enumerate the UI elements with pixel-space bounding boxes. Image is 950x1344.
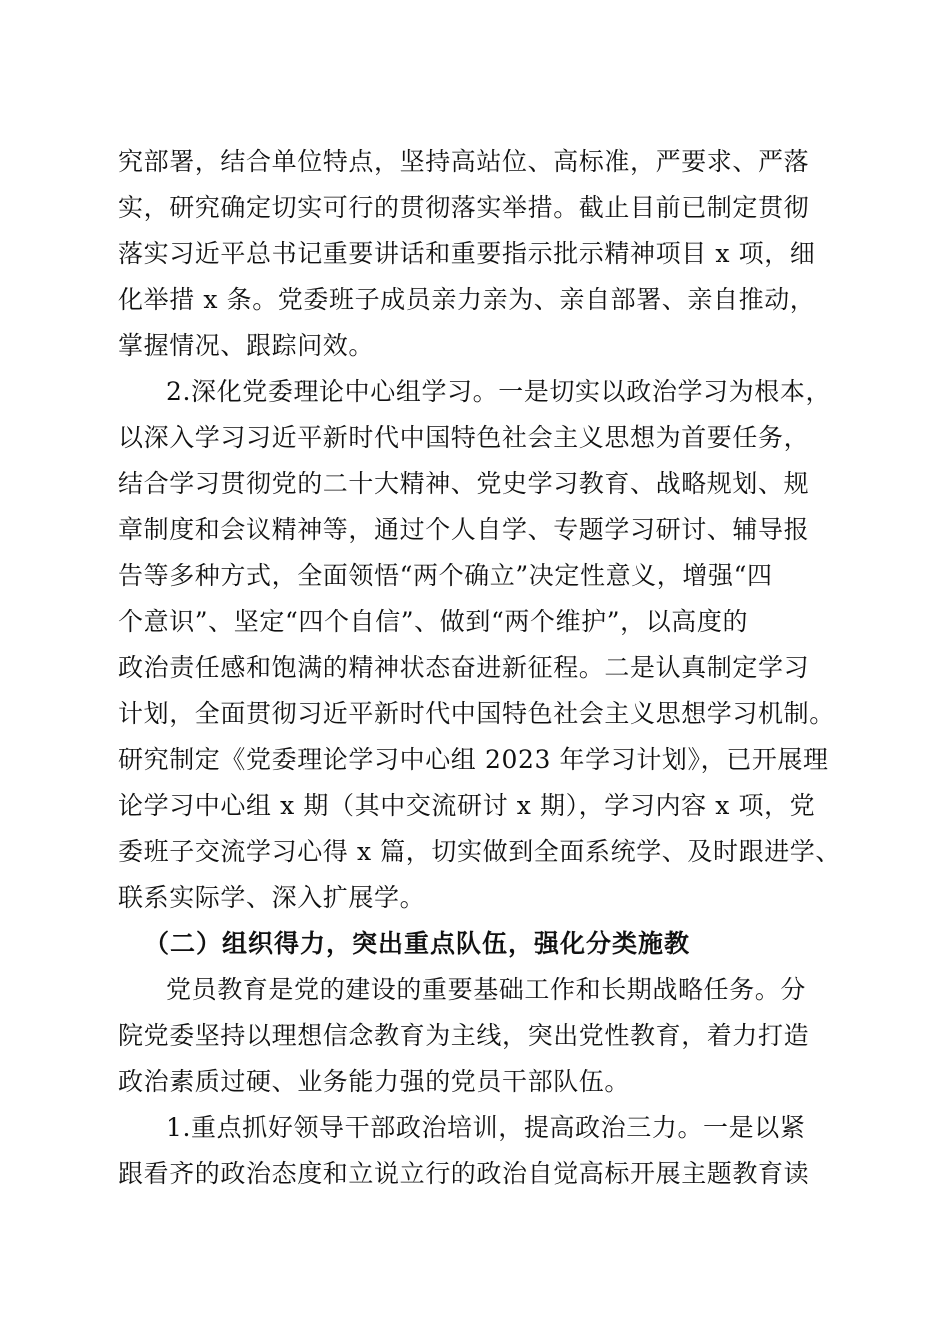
text-line: 院党委坚持以理想信念教育为主线，突出党性教育，着力打造	[118, 1021, 810, 1050]
text-line: 掌握情况、跟踪问效。	[118, 331, 375, 360]
section-heading: （二）组织得力，突出重点队伍，强化分类施教	[144, 929, 691, 958]
text-line: 化举措 x 条。党委班子成员亲力亲为、亲自部署、亲自推动，	[118, 285, 816, 314]
text-line: 结合学习贯彻党的二十大精神、党史学习教育、战略规划、规	[118, 469, 810, 498]
text-line: 章制度和会议精神等，通过个人自学、专题学习研讨、辅导报	[118, 515, 810, 544]
text-line: 论学习中心组 x 期（其中交流研讨 x 期），学习内容 x 项，党	[118, 791, 816, 820]
paragraph-start: 2.深化党委理论中心组学习。一是切实以政治学习为根本，	[166, 377, 832, 406]
text-line: 联系实际学、深入扩展学。	[118, 883, 426, 912]
text-line: 实，研究确定切实可行的贯彻落实举措。截止目前已制定贯彻	[118, 193, 810, 222]
text-line: 告等多种方式，全面领悟“两个确立”决定性意义，增强“四	[118, 561, 773, 590]
text-line: 个意识”、坚定“四个自信”、做到“两个维护”，以高度的	[118, 607, 749, 636]
text-line: 委班子交流学习心得 x 篇，切实做到全面系统学、及时跟进学、	[118, 837, 841, 866]
text-line: 计划，全面贯彻习近平新时代中国特色社会主义思想学习机制。	[118, 699, 835, 728]
text-line: 政治素质过硬、业务能力强的党员干部队伍。	[118, 1067, 631, 1096]
text-line: 落实习近平总书记重要讲话和重要指示批示精神项目 x 项，细	[118, 239, 816, 268]
text-line: 跟看齐的政治态度和立说立行的政治自觉高标开展主题教育读	[118, 1159, 810, 1188]
paragraph-start: 1.重点抓好领导干部政治培训，提高政治三力。一是以紧	[166, 1113, 806, 1142]
text-line: 究部署，结合单位特点，坚持高站位、高标准，严要求、严落	[118, 147, 810, 176]
text-line: 研究制定《党委理论学习中心组 2023 年学习计划》，已开展理	[118, 745, 829, 774]
text-line: 以深入学习习近平新时代中国特色社会主义思想为首要任务，	[118, 423, 810, 452]
paragraph-start: 党员教育是党的建设的重要基础工作和长期战略任务。分	[166, 975, 807, 1004]
text-line: 政治责任感和饱满的精神状态奋进新征程。二是认真制定学习	[118, 653, 810, 682]
